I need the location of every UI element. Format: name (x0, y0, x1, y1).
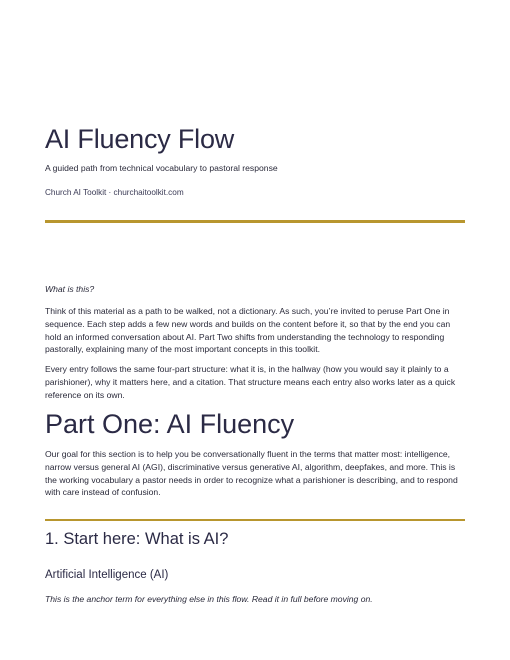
header-divider (45, 220, 465, 223)
section-1-heading: 1. Start here: What is AI? (45, 530, 229, 548)
part-one-heading: Part One: AI Fluency (45, 409, 295, 439)
intro-question: What is this? (45, 284, 95, 294)
term-note: This is the anchor term for everything else in this flow. Read it in full before moving on. (45, 594, 373, 604)
page-subtitle: A guided path from technical vocabulary to pastoral response (45, 163, 278, 173)
intro-paragraph-2: Every entry follows the same four-part structure: what it is, in the hallway (how you would say it plainly to a parishioner), why it matters here, and a citation. That structure means each entry also works later as a quick reference on its own. (45, 364, 456, 400)
section-divider (45, 519, 465, 521)
term-heading: Artificial Intelligence (AI) (45, 569, 169, 581)
source-attribution: Church AI Toolkit · churchaitoolkit.com (45, 188, 184, 197)
page-title: AI Fluency Flow (45, 124, 235, 154)
part-one-paragraph: Our goal for this section is to help you be conversationally fluent in the terms that matter most: intelligence, narrow versus general AI (AGI), discriminative versus generative AI, algorithm, deepfakes, and more. This is the working vocabulary a pastor needs in order to recognize what a parishioner is describing, and to respond with care instead of confusion. (45, 449, 458, 498)
intro-paragraph-1: Think of this material as a path to be walked, not a dictionary. As such, you’re invited to peruse Part One in sequence. Each step adds a few new words and builds on the content before it, so that by the end you can hold an informed conversation about AI. Part Two shifts from understanding the technology to responding pastorally, explaining many of the most important concepts in this toolkit. (45, 306, 451, 355)
